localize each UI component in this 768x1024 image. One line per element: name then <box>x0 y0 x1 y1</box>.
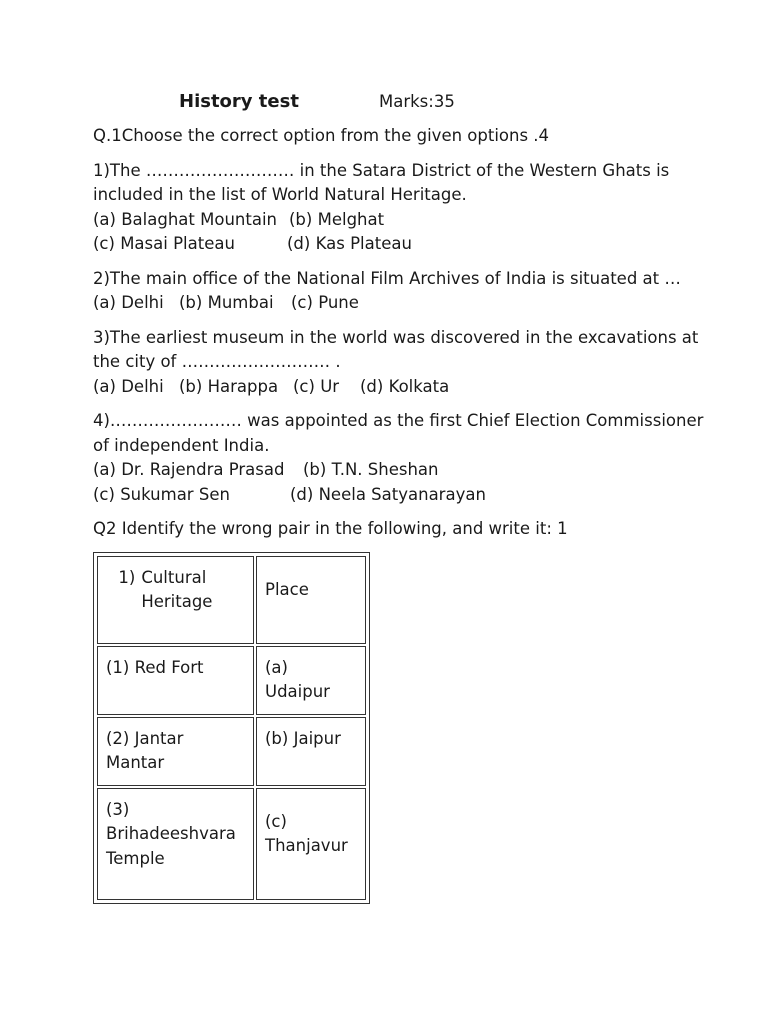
place-cell: (c) Thanjavur <box>265 811 348 855</box>
table-row <box>97 646 366 715</box>
options-row <box>93 375 693 400</box>
options-row <box>93 458 693 483</box>
option: (c) Sukumar Sen <box>93 484 230 504</box>
place-cell: (b) Jaipur <box>256 717 366 786</box>
question-text: 4)…………………… was appointed as the first Chief Election Commissioner <box>93 411 704 430</box>
pairs-table <box>93 552 370 904</box>
heritage-cell: (2) Jantar Mantar <box>97 717 254 786</box>
option: (d) Neela Satyanarayan <box>290 484 486 504</box>
options-row <box>93 232 693 257</box>
question-text: the city of ……………………… . <box>93 352 341 371</box>
q2-heading: Q2 Identify the wrong pair in the following, and write it: 1 <box>93 519 568 538</box>
option: (c) Masai Plateau <box>93 234 235 253</box>
option: (b) Mumbai <box>179 293 274 312</box>
table-header-row <box>97 556 366 644</box>
question-item <box>93 326 699 400</box>
question-item <box>93 159 693 257</box>
list-number: 1) <box>118 567 136 587</box>
options-row <box>93 208 693 233</box>
option: (d) Kas Plateau <box>287 234 412 253</box>
option: (a) Balaghat Mountain <box>93 209 277 229</box>
options-row <box>93 483 693 508</box>
options-row <box>93 291 693 316</box>
option: (a) Dr. Rajendra Prasad <box>93 460 285 479</box>
heritage-cell: (3) Brihadeeshvara Temple <box>97 788 254 900</box>
option: (c) Pune <box>291 293 359 312</box>
question-text: included in the list of World Natural Heritage. <box>93 185 467 204</box>
option: (c) Ur <box>293 376 340 396</box>
question-text: 1)The ……………………… in the Satara District of the Western Ghats is <box>93 160 670 180</box>
test-title: History test <box>179 91 299 112</box>
option: (b) Harappa <box>179 376 279 396</box>
question-text: 3)The earliest museum in the world was discovered in the excavations at <box>93 327 699 347</box>
option: (b) T.N. Sheshan <box>303 460 439 479</box>
table-row <box>97 788 366 900</box>
column-header-place: Place <box>265 579 309 599</box>
question-item <box>93 267 693 316</box>
column-header-heritage: Cultural Heritage <box>141 567 213 611</box>
option: (b) Melghat <box>289 209 385 229</box>
question-item <box>93 409 704 507</box>
test-header <box>93 88 693 116</box>
option: (a) Delhi <box>93 376 164 396</box>
option: (d) Kolkata <box>360 376 450 396</box>
heritage-cell: (1) Red Fort <box>97 646 254 715</box>
question-text: of independent India. <box>93 435 270 455</box>
table-row <box>97 717 366 786</box>
document-page <box>93 88 704 911</box>
q1-heading: Q.1Choose the correct option from the given options .4 <box>93 126 550 145</box>
option: (a) Delhi <box>93 293 164 312</box>
place-cell: (a) Udaipur <box>256 646 366 715</box>
total-marks: Marks:35 <box>379 92 455 111</box>
question-text: 2)The main office of the National Film Archives of India is situated at … <box>93 268 681 288</box>
